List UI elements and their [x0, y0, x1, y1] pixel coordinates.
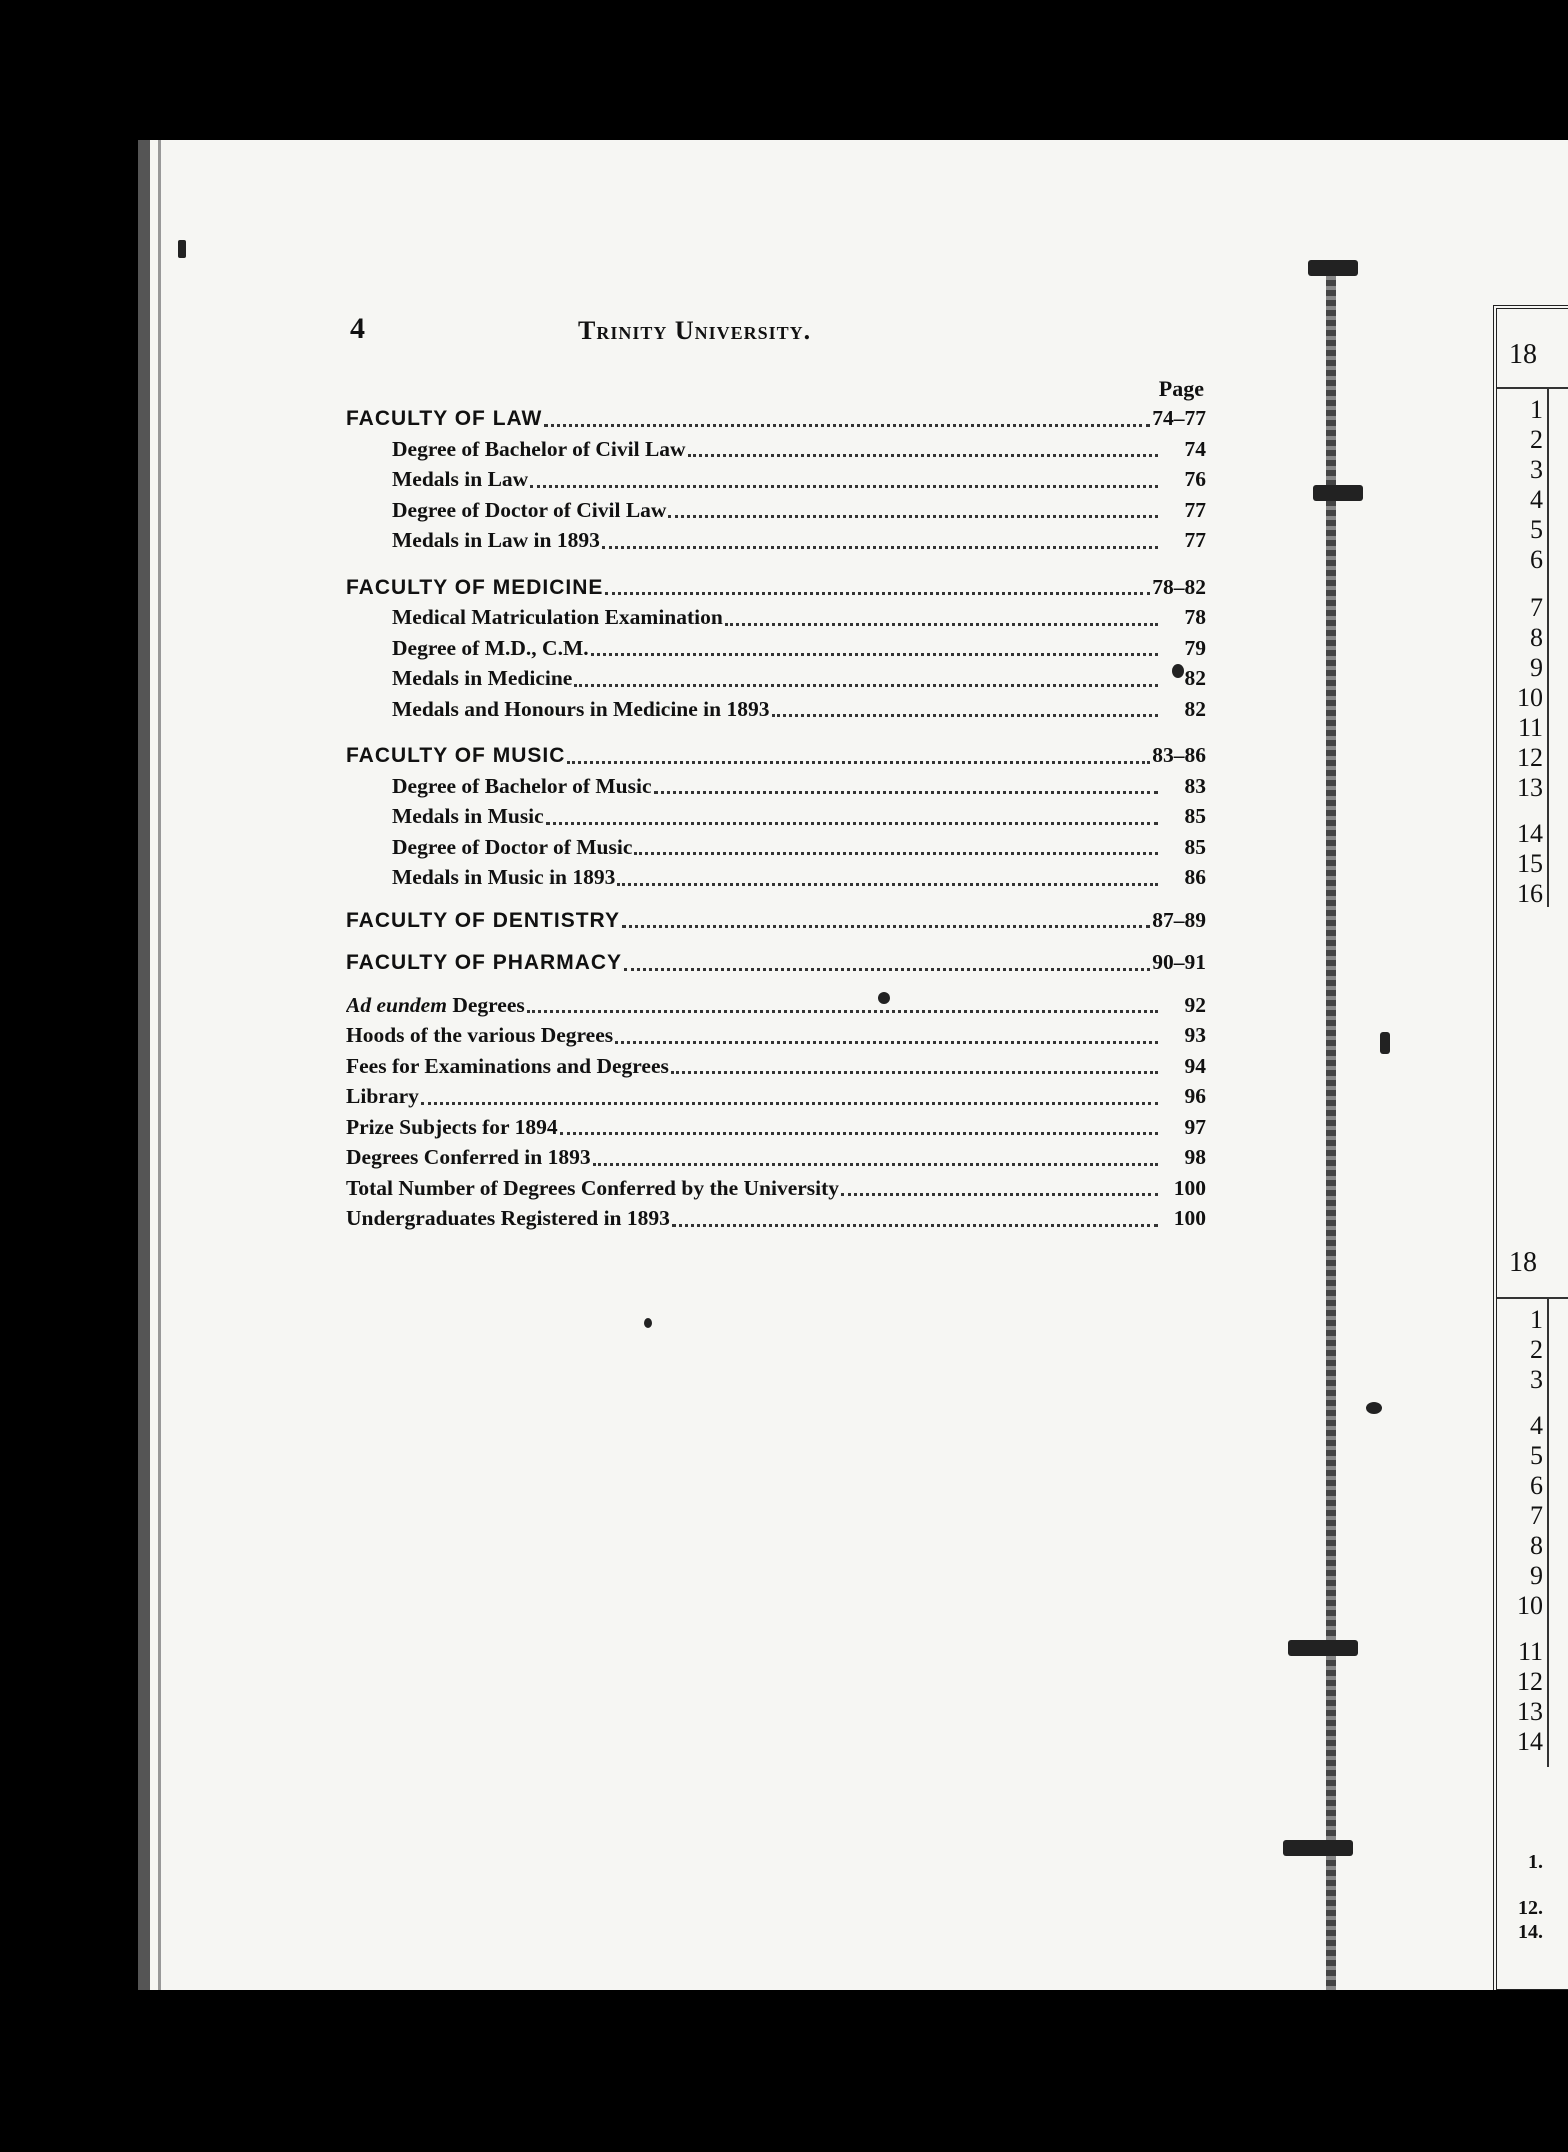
- dot-leader: [615, 1041, 1158, 1044]
- toc-entry: [346, 774, 1206, 805]
- facing-footer-item: 12.: [1518, 1897, 1543, 1919]
- dot-leader: [617, 883, 1158, 886]
- toc-entry: [346, 666, 1206, 697]
- facing-row-number: 12: [1517, 743, 1543, 772]
- toc-general-entry: [346, 1084, 1206, 1115]
- toc-general-entry-page: 92: [1184, 992, 1206, 1017]
- page-number: 4: [350, 312, 365, 345]
- toc-entry-page: 74: [1184, 436, 1206, 461]
- page-edge-line: [158, 140, 161, 1990]
- toc-general-entry-label: Total Number of Degrees Conferred by the University: [346, 1175, 840, 1200]
- toc-entry-label: Medical Matriculation Examination: [392, 605, 723, 629]
- facing-footer-item: 1.: [1528, 1851, 1543, 1873]
- toc-section-heading: [346, 908, 1206, 939]
- italic-label-part: Ad eundem: [346, 992, 447, 1017]
- toc-entry-label: Medals and Honours in Medicine in 1893: [392, 696, 770, 721]
- toc-entry-page: 86: [1184, 865, 1206, 889]
- toc-section-heading-label: FACULTY OF MEDICINE: [346, 575, 604, 599]
- toc-entry: [346, 804, 1206, 835]
- facing-row-number: 11: [1517, 713, 1543, 742]
- toc-entry-label: Degree of Doctor of Music: [392, 834, 633, 859]
- facing-row-number: 10: [1517, 683, 1543, 712]
- toc-general-entry-label: Library: [346, 1084, 419, 1108]
- toc-general-entry: [346, 1206, 1206, 1237]
- toc-entry-page: 82: [1184, 666, 1206, 690]
- toc-general-entry-page: 100: [1173, 1206, 1206, 1230]
- facing-heading-2: 18: [1509, 1247, 1537, 1278]
- toc-section-heading: [346, 743, 1206, 774]
- toc-section-heading-label: FACULTY OF LAW: [346, 407, 543, 430]
- toc-entry: [346, 528, 1206, 559]
- dot-leader: [605, 592, 1150, 595]
- toc-general-entry-page: 97: [1184, 1114, 1206, 1139]
- facing-row-number: 3: [1530, 455, 1543, 484]
- toc-entry: [346, 467, 1206, 498]
- toc-entry-page: 82: [1184, 696, 1206, 721]
- facing-row-number: 7: [1530, 1501, 1543, 1530]
- toc-entry-label: Medals in Music: [392, 804, 544, 828]
- toc-general-entry-page: 98: [1184, 1145, 1206, 1169]
- facing-row-number: 15: [1517, 849, 1543, 878]
- facing-row-number: 14: [1517, 1727, 1543, 1756]
- toc-general-entry-label: Ad eundem Degrees: [346, 992, 525, 1017]
- facing-row-number: 8: [1530, 623, 1543, 652]
- toc-entry-page: 77: [1184, 528, 1206, 552]
- facing-footer-item: 14.: [1518, 1921, 1543, 1943]
- section-spacer: [346, 938, 1206, 950]
- toc-general-entry-label: Prize Subjects for 1894: [346, 1114, 558, 1139]
- toc-general-entry: [346, 993, 1206, 1024]
- facing-row-number: 8: [1530, 1531, 1543, 1560]
- facing-row-number: 2: [1530, 1335, 1543, 1364]
- dot-leader: [602, 546, 1158, 549]
- toc-entry-page: 83: [1184, 773, 1206, 798]
- dot-leader: [591, 653, 1158, 656]
- toc-entry-page: 79: [1184, 635, 1206, 660]
- toc-entry-label: Degree of Bachelor of Music: [392, 773, 652, 798]
- dot-leader: [841, 1193, 1158, 1196]
- toc-entry-label: Medals in Law in 1893: [392, 528, 600, 552]
- facing-row-number: 4: [1530, 1411, 1543, 1440]
- toc-section-heading-page: 74–77: [1152, 406, 1206, 430]
- dot-leader: [530, 485, 1158, 488]
- facing-row-number: 16: [1517, 879, 1543, 908]
- toc-section-heading: [346, 575, 1206, 606]
- dot-leader: [527, 1010, 1158, 1013]
- dot-leader: [725, 623, 1158, 626]
- toc-entry-label: Medals in Law: [392, 467, 529, 491]
- toc-section-heading: [346, 406, 1206, 437]
- page-column-label: Page: [1158, 376, 1204, 401]
- facing-row-number: 13: [1517, 1697, 1543, 1726]
- toc-entry: [346, 605, 1206, 636]
- table-of-contents: [346, 376, 1206, 1237]
- facing-row-number: 7: [1530, 593, 1543, 622]
- toc-entry-page: 77: [1184, 497, 1206, 522]
- toc-section-heading-page: 83–86: [1152, 743, 1206, 767]
- toc-entry-page: 85: [1184, 834, 1206, 859]
- dot-leader: [671, 1071, 1158, 1074]
- dot-leader: [772, 714, 1159, 717]
- binding-spine: [1326, 260, 1336, 1990]
- section-spacer: [346, 727, 1206, 743]
- dot-leader: [672, 1224, 1158, 1227]
- facing-row-number: 12: [1517, 1667, 1543, 1696]
- dot-leader: [560, 1132, 1158, 1135]
- toc-general-entry-label: Hoods of the various Degrees: [346, 1023, 614, 1047]
- toc-general-entry-page: 93: [1184, 1023, 1206, 1047]
- toc-section-heading-label: FACULTY OF MUSIC: [346, 744, 566, 767]
- facing-row-number: 11: [1517, 1637, 1543, 1666]
- dot-leader: [421, 1102, 1158, 1105]
- document-page: [138, 140, 1568, 1990]
- toc-section-heading-label: FACULTY OF PHARMACY: [346, 951, 623, 974]
- dot-leader: [654, 791, 1158, 794]
- toc-general-entry-page: 94: [1184, 1053, 1206, 1078]
- facing-page-table: [1493, 305, 1568, 1990]
- ink-speck: [1366, 1402, 1382, 1414]
- facing-row-number: 14: [1517, 819, 1543, 848]
- page-edge-shadow: [138, 140, 150, 1990]
- toc-entry-page: 85: [1184, 804, 1206, 828]
- facing-row-number: 1: [1530, 1305, 1543, 1334]
- facing-row-number: 13: [1517, 773, 1543, 802]
- toc-section-heading-page: 78–82: [1152, 574, 1206, 599]
- facing-row-number: 9: [1530, 653, 1543, 682]
- toc-section-heading-label: FACULTY OF DENTISTRY: [346, 908, 620, 932]
- facing-column-line: [1547, 1297, 1549, 1767]
- toc-entry: [346, 835, 1206, 866]
- facing-row-number: 5: [1530, 515, 1543, 544]
- toc-entry-label: Degree of M.D., C.M.: [392, 635, 589, 660]
- facing-row-number: 6: [1530, 545, 1543, 574]
- ink-speck: [1380, 1032, 1390, 1054]
- toc-section-heading-page: 87–89: [1152, 907, 1206, 932]
- toc-entry: [346, 498, 1206, 529]
- binding-clip: [1288, 1640, 1358, 1656]
- dot-leader: [622, 925, 1150, 928]
- toc-general-entry-label: Fees for Examinations and Degrees: [346, 1053, 669, 1078]
- facing-row-number: 3: [1530, 1365, 1543, 1394]
- toc-general-entry: [346, 1115, 1206, 1146]
- facing-row-number: 5: [1530, 1441, 1543, 1470]
- toc-general-entry-label: Degrees Conferred in 1893: [346, 1145, 591, 1169]
- ink-speck: [1172, 664, 1184, 678]
- dot-leader: [688, 454, 1158, 457]
- toc-section-heading: [346, 950, 1206, 981]
- toc-general-entry: [346, 1176, 1206, 1207]
- dot-leader: [546, 822, 1158, 825]
- binding-clip: [1313, 485, 1363, 501]
- facing-row-number: 2: [1530, 425, 1543, 454]
- toc-general-entry-page: 100: [1173, 1175, 1206, 1200]
- facing-row-number: 4: [1530, 485, 1543, 514]
- facing-column-line: [1547, 387, 1549, 907]
- section-spacer: [346, 981, 1206, 993]
- dot-leader: [634, 852, 1158, 855]
- toc-general-entry: [346, 1023, 1206, 1054]
- binding-clip: [1308, 260, 1358, 276]
- toc-entry: [346, 697, 1206, 728]
- toc-entry-label: Degree of Doctor of Civil Law: [392, 497, 667, 522]
- dot-leader: [624, 968, 1150, 971]
- facing-heading-1: 18: [1509, 339, 1537, 370]
- toc-general-entry-label: Undergraduates Registered in 1893: [346, 1206, 670, 1230]
- facing-rule: [1497, 387, 1568, 389]
- facing-row-number: 1: [1530, 395, 1543, 424]
- toc-general-entry-page: 96: [1184, 1084, 1206, 1108]
- toc-entry-label: Medals in Medicine: [392, 666, 573, 690]
- toc-entry-label: Medals in Music in 1893: [392, 865, 616, 889]
- toc-general-entry: [346, 1054, 1206, 1085]
- toc-entry: [346, 636, 1206, 667]
- dot-leader: [544, 424, 1150, 427]
- ink-speck: [878, 992, 890, 1004]
- running-title: Trinity University.: [578, 316, 812, 345]
- dot-leader: [593, 1163, 1158, 1166]
- section-spacer: [346, 559, 1206, 575]
- dot-leader: [574, 684, 1158, 687]
- facing-row-number: 9: [1530, 1561, 1543, 1590]
- toc-general-entry: [346, 1145, 1206, 1176]
- dot-leader: [567, 761, 1150, 764]
- toc-entry-page: 76: [1184, 467, 1206, 491]
- ink-speck: [178, 240, 186, 258]
- toc-entry: [346, 437, 1206, 468]
- facing-rule: [1497, 1297, 1568, 1299]
- facing-row-number: 6: [1530, 1471, 1543, 1500]
- facing-row-number: 10: [1517, 1591, 1543, 1620]
- page-header: [138, 312, 1138, 362]
- toc-section-heading-page: 90–91: [1152, 950, 1206, 974]
- toc-entry: [346, 865, 1206, 896]
- section-spacer: [346, 896, 1206, 908]
- binding-clip: [1283, 1840, 1353, 1856]
- ink-speck: [644, 1318, 652, 1328]
- toc-entry-page: 78: [1184, 605, 1206, 629]
- toc-entry-label: Degree of Bachelor of Civil Law: [392, 436, 686, 461]
- dot-leader: [668, 515, 1158, 518]
